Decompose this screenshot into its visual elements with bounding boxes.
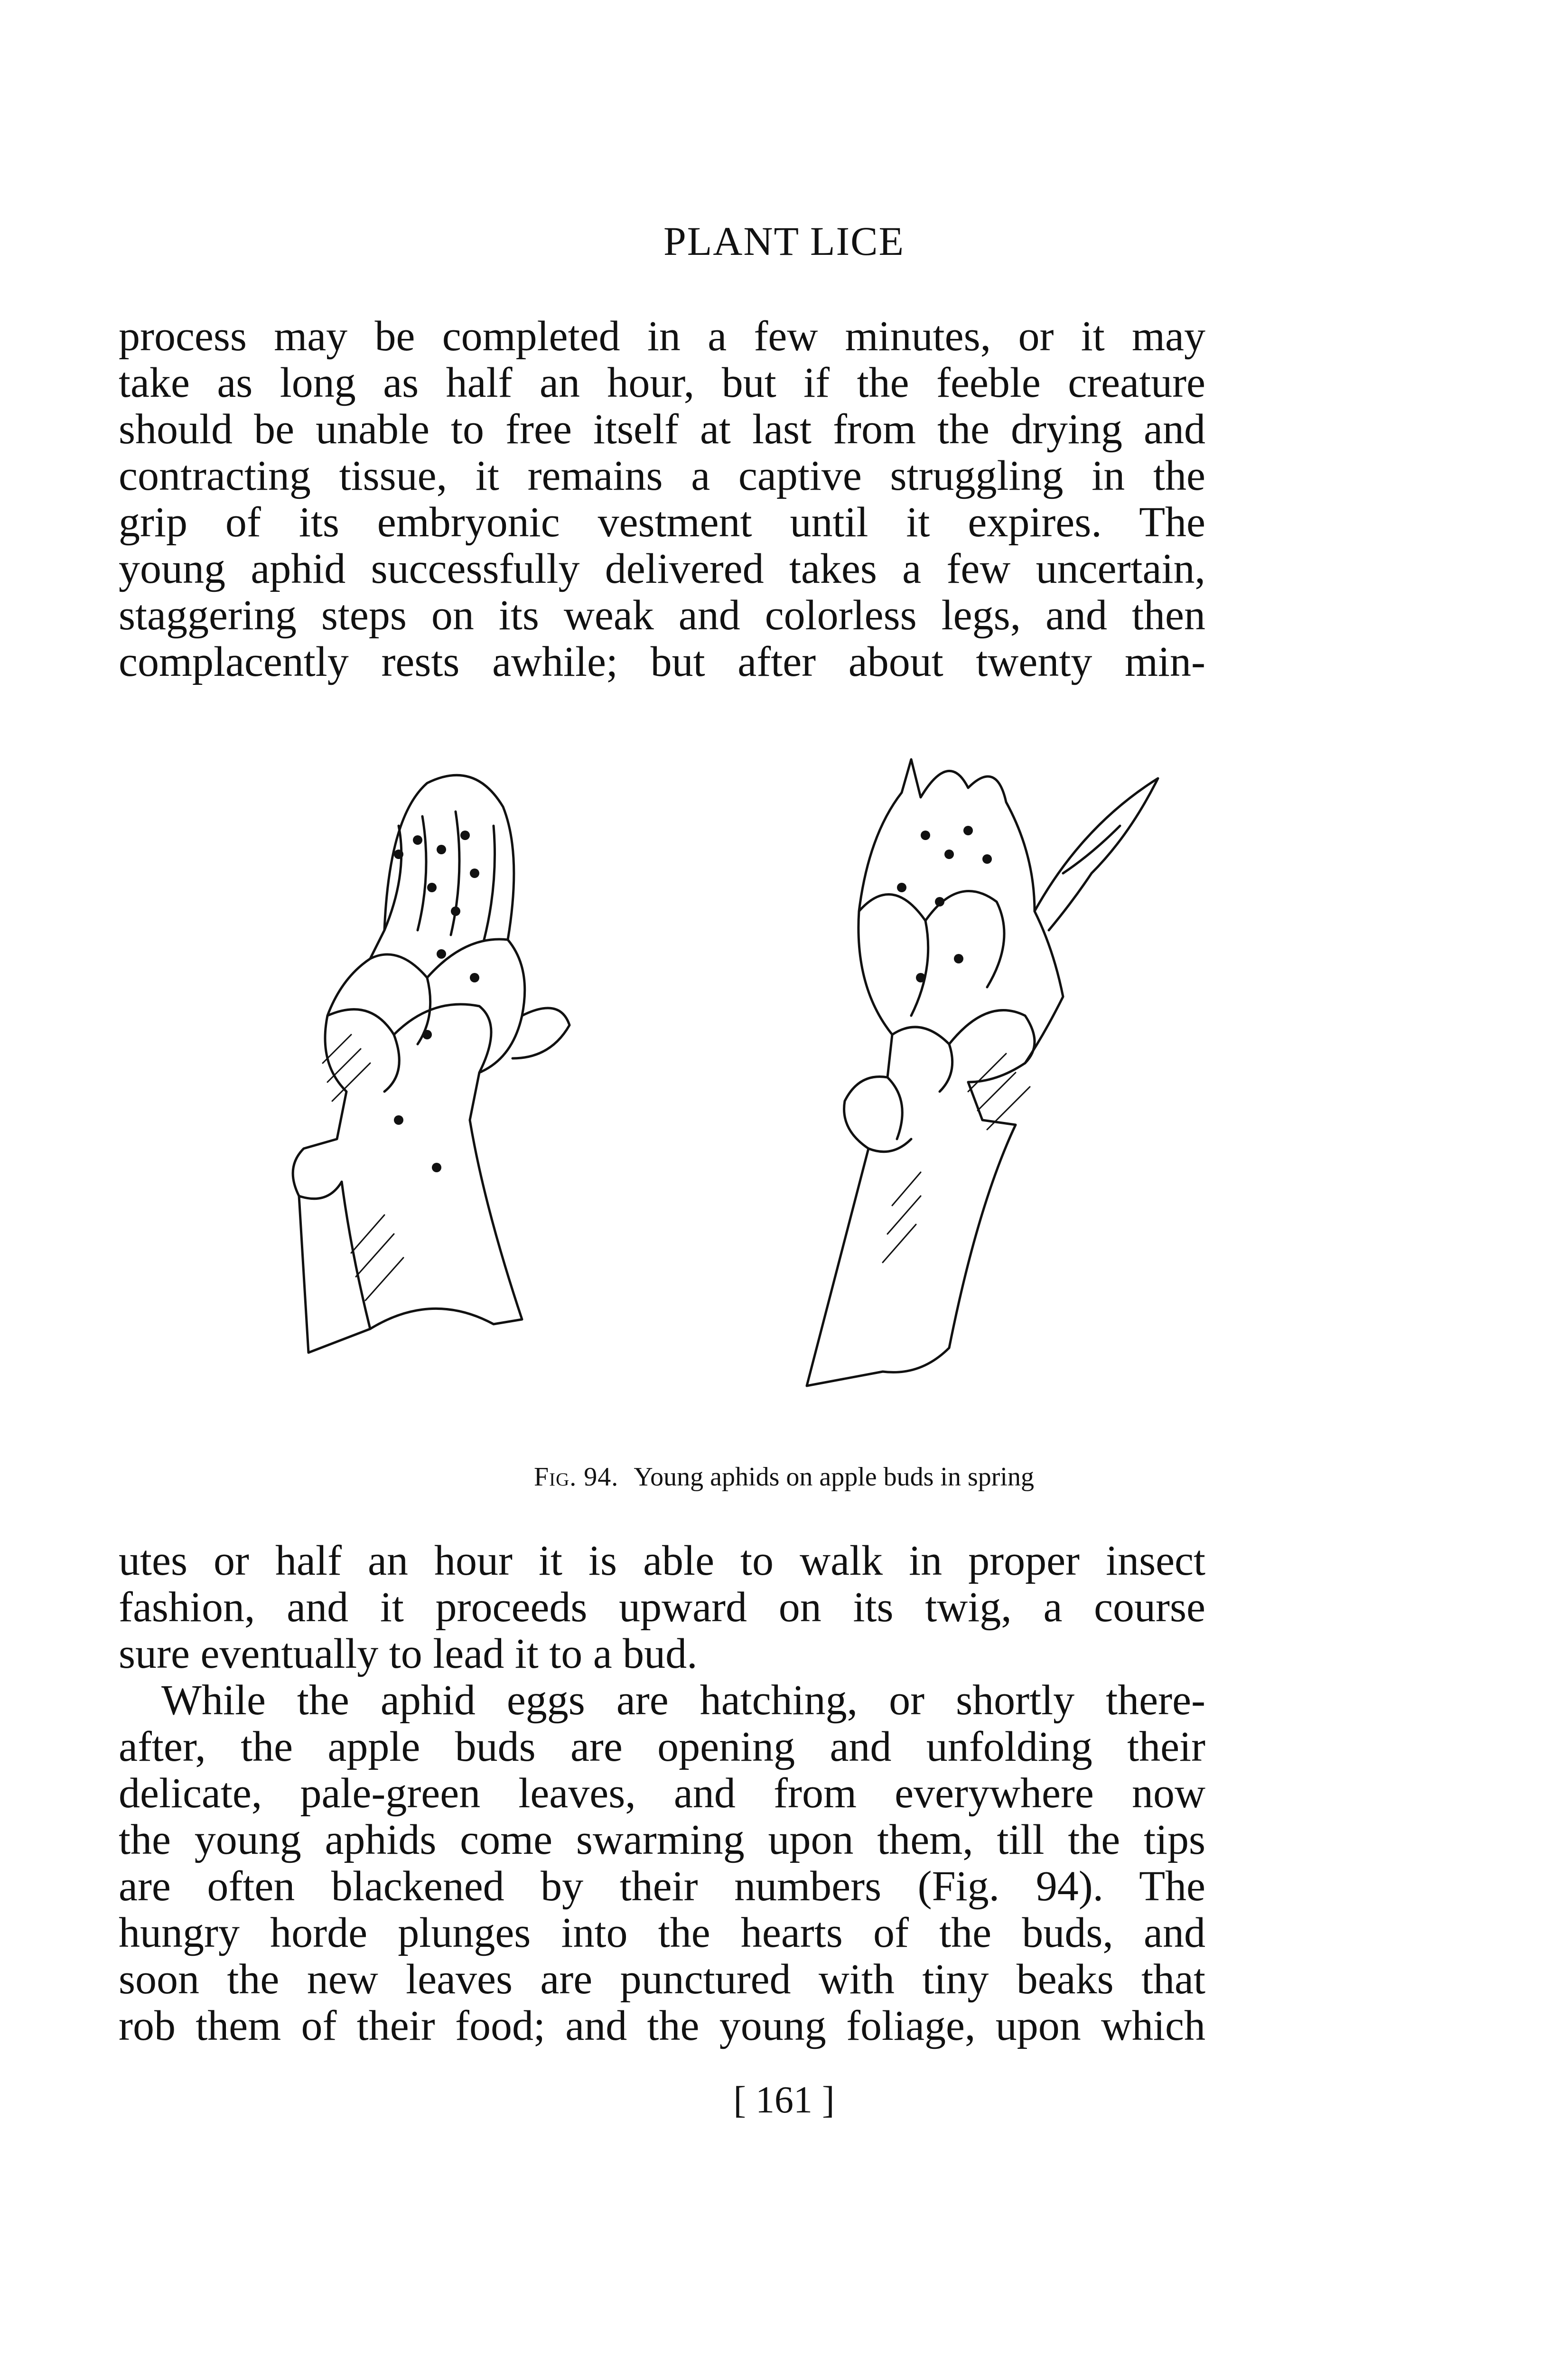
figure-caption — [0, 1462, 1568, 1492]
page-number: [ 161 ] — [733, 2079, 835, 2121]
text-line: sure eventually to lead it to a bud. — [119, 1630, 698, 1677]
right-bud-drawing — [807, 759, 1158, 1386]
text-line: after, the apple buds are opening and unfolding their — [119, 1723, 1205, 1770]
text-line: contracting tissue, it remains a captive struggling in the — [119, 452, 1205, 499]
text-line: fashion, and it proceeds upward on its twig, a course — [119, 1584, 1205, 1631]
text-line: hungry horde plunges into the hearts of the buds, and — [119, 1909, 1205, 1956]
figure-caption-text: Young aphids on apple buds in spring — [634, 1462, 1034, 1492]
figure-label: Fig. 94. — [534, 1462, 619, 1492]
paragraph-top — [119, 313, 1205, 685]
text-line: complacently rests awhile; but after about twenty min- — [119, 638, 1205, 685]
text-line-indented — [119, 1677, 1205, 1724]
running-head: PLANT LICE — [663, 218, 905, 264]
text-line: process may be completed in a few minutes, or it may — [119, 313, 1205, 360]
text-line: soon the new leaves are punctured with tiny beaks that — [119, 1956, 1205, 2003]
text-line: should be unable to free itself at last from the drying and — [119, 406, 1205, 453]
apple-buds-illustration — [228, 731, 1177, 1471]
text-line: utes or half an hour it is able to walk in proper insect — [119, 1537, 1205, 1584]
text-line: staggering steps on its weak and colorless legs, and then — [119, 592, 1205, 639]
text-line: the young aphids come swarming upon them, till the tips — [119, 1816, 1205, 1863]
text-line: take as long as half an hour, but if the feeble creature — [119, 359, 1205, 406]
paragraph-bottom — [119, 1538, 1205, 2049]
left-bud-drawing — [293, 775, 569, 1353]
text-line: rob them of their food; and the young foliage, upon which — [119, 2002, 1205, 2049]
text-line: young aphid successfully delivered takes a few uncertain, — [119, 545, 1205, 592]
text-line: are often blackened by their numbers (Fig. 94). The — [119, 1863, 1205, 1910]
text-line-content: While the aphid eggs are hatching, or shortly there- — [161, 1677, 1205, 1724]
text-line: grip of its embryonic vestment until it expires. The — [119, 499, 1205, 546]
text-line: delicate, pale-green leaves, and from everywhere now — [119, 1770, 1205, 1817]
figure-apple-buds — [228, 731, 1177, 1471]
